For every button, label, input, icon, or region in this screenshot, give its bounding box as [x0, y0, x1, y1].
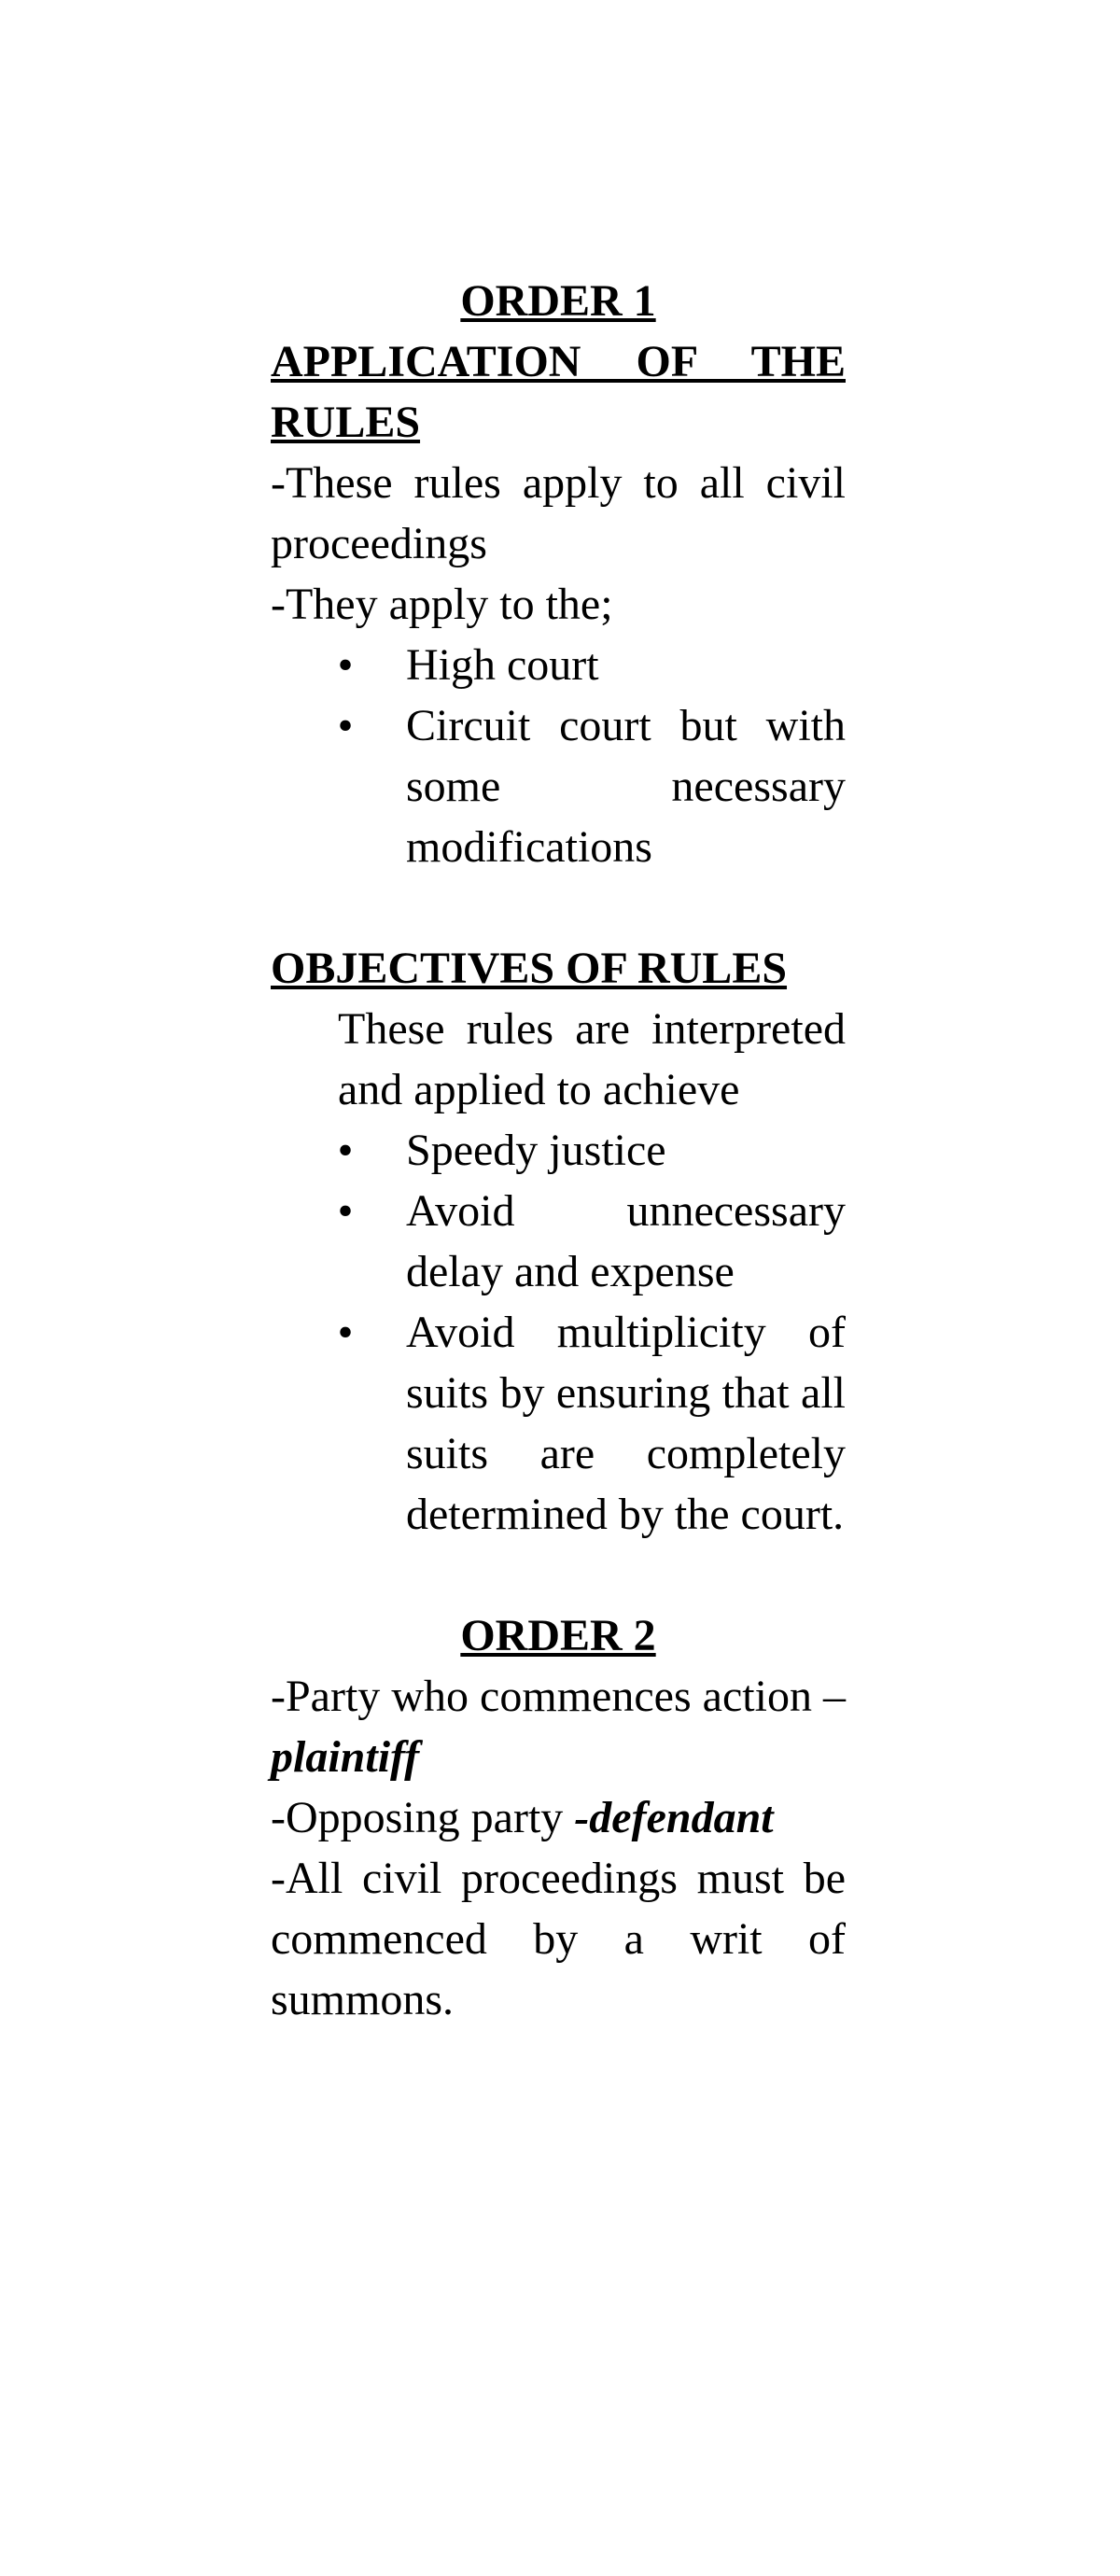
plaintiff-prefix: -Party who commences action – — [271, 1672, 846, 1721]
application-text-1: -These rules apply to all civil proceedings — [271, 458, 846, 568]
defendant-term: -defendant — [574, 1793, 774, 1842]
spacer — [271, 1545, 846, 1605]
objectives-list — [271, 1120, 846, 1545]
objective-item-text: Speedy justice — [406, 1126, 666, 1175]
courts-list — [271, 635, 846, 877]
application-heading: APPLICATION OF THE RULES — [271, 337, 846, 447]
bullet-icon: • — [337, 701, 354, 750]
application-text-2: -They apply to the; — [271, 580, 613, 629]
objective-item-text: Avoid multiplicity of suits by ensuring that all suits are completely determined by the court. — [406, 1308, 846, 1539]
objectives-heading: OBJECTIVES OF RULES — [271, 944, 788, 993]
list-item — [337, 1120, 846, 1181]
plaintiff-definition — [271, 1666, 846, 1787]
list-item — [337, 1181, 846, 1302]
bullet-icon: • — [337, 1126, 354, 1175]
order-1-title: ORDER 1 — [460, 276, 656, 326]
text-column — [271, 271, 846, 2030]
objectives-intro: These rules are interpreted and applied to achieve — [338, 1004, 846, 1114]
court-item-text: High court — [406, 640, 599, 690]
order-2-title: ORDER 2 — [460, 1611, 656, 1660]
plaintiff-term: plaintiff — [271, 1732, 420, 1782]
writ-text: -All civil proceedings must be commenced by a writ of summons. — [271, 1854, 846, 2024]
list-item — [337, 635, 846, 695]
list-item — [337, 1302, 846, 1545]
spacer — [271, 877, 846, 938]
defendant-definition — [271, 1787, 846, 1848]
bullet-icon: • — [337, 640, 354, 690]
objective-item-text: Avoid unnecessary delay and expense — [406, 1186, 846, 1296]
bullet-icon: • — [337, 1308, 354, 1357]
court-item-text: Circuit court but with some necessary modifications — [406, 701, 846, 872]
bullet-icon: • — [337, 1186, 354, 1236]
list-item — [337, 695, 846, 877]
defendant-prefix: -Opposing party — [271, 1793, 575, 1842]
